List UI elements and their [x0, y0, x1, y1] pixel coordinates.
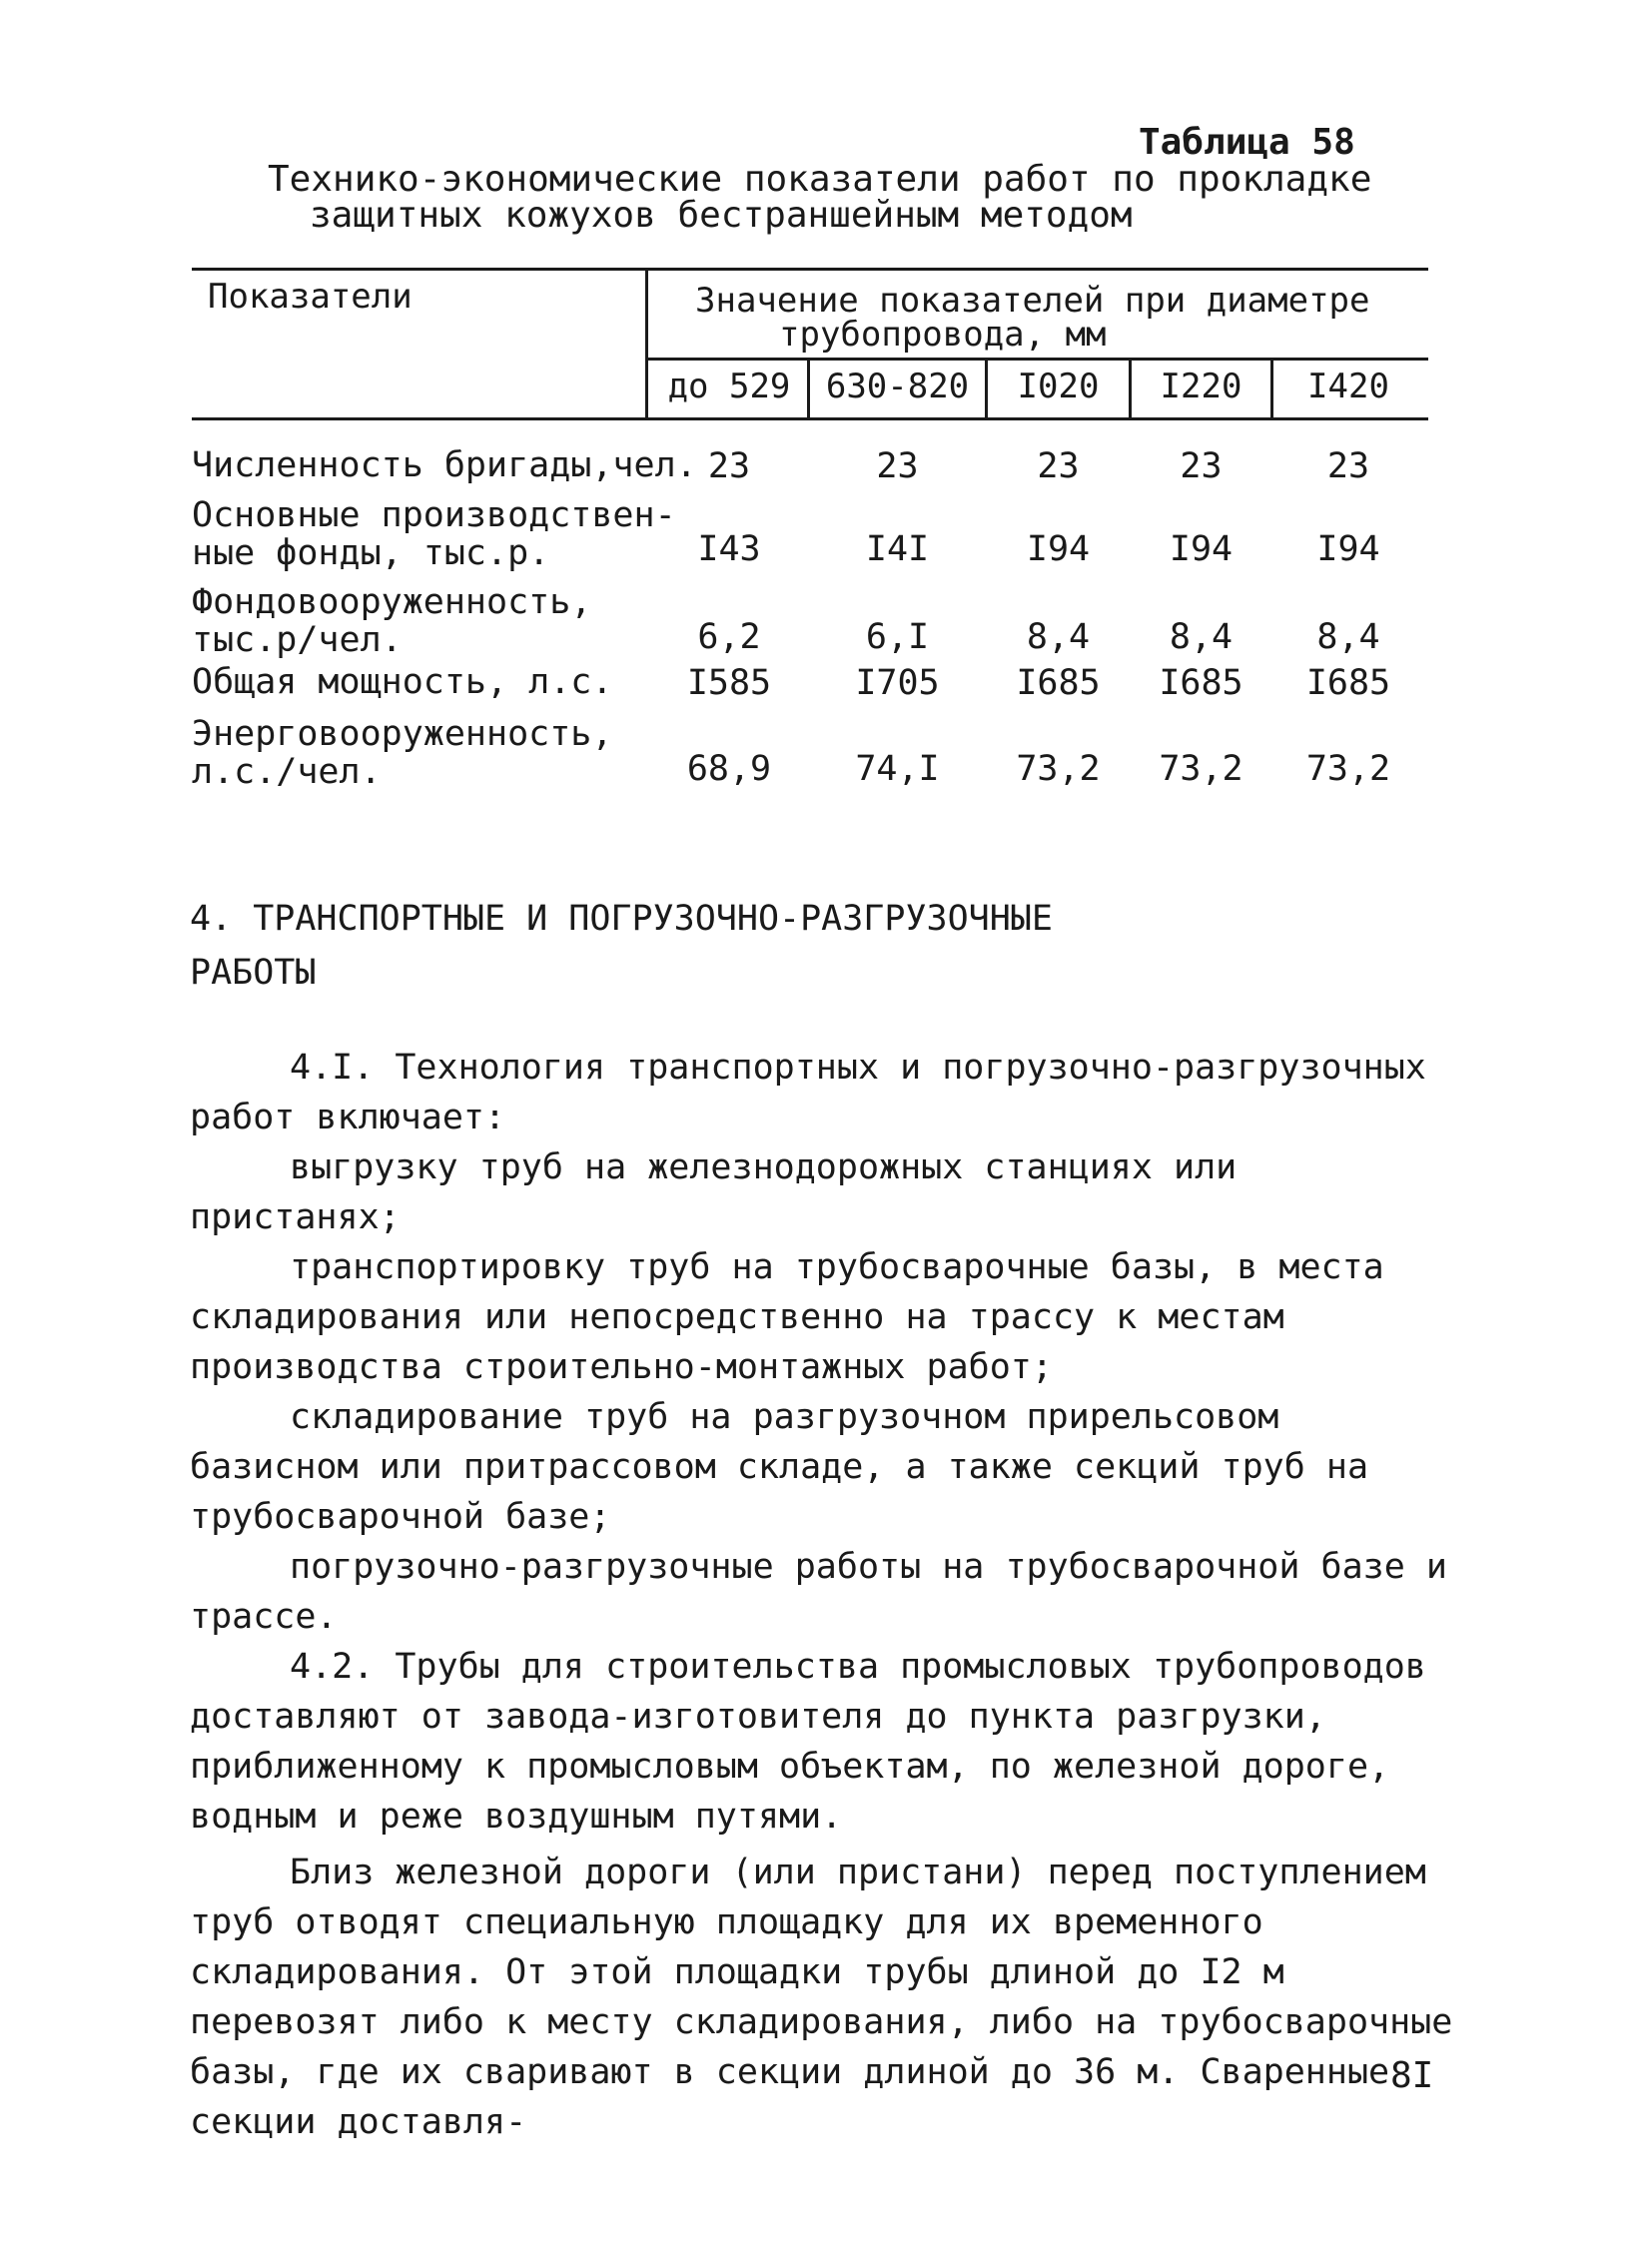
col-header-diam-5: I420 — [1307, 367, 1389, 406]
col-header-diam-3: I020 — [1017, 367, 1100, 406]
cell: 6,I — [865, 617, 930, 657]
section-heading-line1: 4. ТРАНСПОРТНЫЕ И ПОГРУЗОЧНО-РАЗГРУЗОЧНЫЕ — [190, 899, 1053, 939]
cell: I94 — [1316, 529, 1380, 569]
table-subheader-rule — [645, 358, 1428, 361]
col-header-diam-1: до 529 — [667, 367, 791, 406]
cell: 8,4 — [1316, 617, 1380, 657]
cell: I94 — [1169, 529, 1234, 569]
col-header-group-line2: трубопровода, мм — [779, 315, 1107, 355]
cell: 23 — [876, 446, 919, 486]
cell: I685 — [1305, 663, 1391, 703]
cell: 73,2 — [1159, 749, 1243, 789]
cell: 23 — [1037, 446, 1080, 486]
paragraph: погрузочно-разгрузочные работы на трубосварочной базе и трассе. — [190, 1547, 1447, 1637]
table-title-line2: защитных кожухов бестраншейным методом — [310, 195, 1133, 236]
row-label: Общая мощность, л.с. — [192, 662, 613, 702]
cell: 73,2 — [1305, 749, 1391, 789]
section-heading-line2: РАБОТЫ — [190, 953, 317, 993]
col-header-group-line1: Значение показателей при диаметре — [695, 281, 1370, 321]
cell: I585 — [686, 663, 772, 703]
paragraph: транспортировку труб на трубосварочные базы, в места складирования или непосредственно на трассу к местам производства строительно-монтажных работ; — [190, 1247, 1384, 1387]
row-label: Фондовооруженность, тыс.р/чел. — [192, 582, 592, 660]
row-label: Энерговооруженность, л.с./чел. — [192, 714, 613, 792]
cell: 74,I — [855, 749, 940, 789]
cell: I685 — [1016, 663, 1101, 703]
cell: I94 — [1026, 529, 1091, 569]
col-header-parameters: Показатели — [208, 277, 413, 317]
cell: 73,2 — [1016, 749, 1101, 789]
cell: 23 — [1180, 446, 1223, 486]
paragraph: 4.I. Технология транспортных и погрузочно-разгрузочных работ включает: — [190, 1048, 1426, 1137]
cell: 6,2 — [697, 617, 761, 657]
table-header-divider — [645, 268, 648, 417]
cell: 23 — [707, 446, 751, 486]
table-label: Таблица 58 — [1139, 122, 1355, 163]
col-header-diam-2: 630-820 — [825, 367, 970, 406]
cell: I4I — [865, 529, 930, 569]
cell: 8,4 — [1169, 617, 1234, 657]
table-top-rule — [192, 268, 1428, 271]
cell: 23 — [1326, 446, 1370, 486]
cell: I43 — [697, 529, 761, 569]
cell: 68,9 — [686, 749, 772, 789]
row-label: Численность бригады,чел. — [192, 445, 697, 485]
table-header-bottom-rule — [192, 417, 1428, 420]
col-header-diam-4: I220 — [1160, 367, 1242, 406]
paragraph: Близ железной дороги (или пристани) перед поступлением труб отводят специальную площадку для их временного складирования. От этой площадки трубы длиной до I2 м перевозят либо к месту складирования, либо на трубосварочные базы, где их сваривают в секции длиной до 36 м. Сваренные секции доставля- — [190, 1853, 1453, 2142]
cell: 8,4 — [1026, 617, 1091, 657]
paragraph: выгрузку труб на железнодорожных станциях или пристанях; — [190, 1147, 1238, 1237]
page-number: 8I — [1390, 2055, 1434, 2096]
row-label: Основные производствен- ные фонды, тыс.р. — [192, 495, 676, 573]
cell: I685 — [1159, 663, 1243, 703]
section-body — [190, 1043, 1468, 2147]
cell: I705 — [855, 663, 940, 703]
paragraph: 4.2. Трубы для строительства промысловых трубопроводов доставляют от завода-изготовителя до пункта разгрузки, приближенному к промысловым объектам, по железной дороге, водным и реже воздушным путями. — [190, 1647, 1426, 1837]
table-title-line1: Технико-экономические показатели работ по прокладке — [268, 159, 1372, 200]
paragraph: складирование труб на разгрузочном прирельсовом базисном или притрассовом складе, а также секций труб на трубосварочной базе; — [190, 1397, 1369, 1537]
